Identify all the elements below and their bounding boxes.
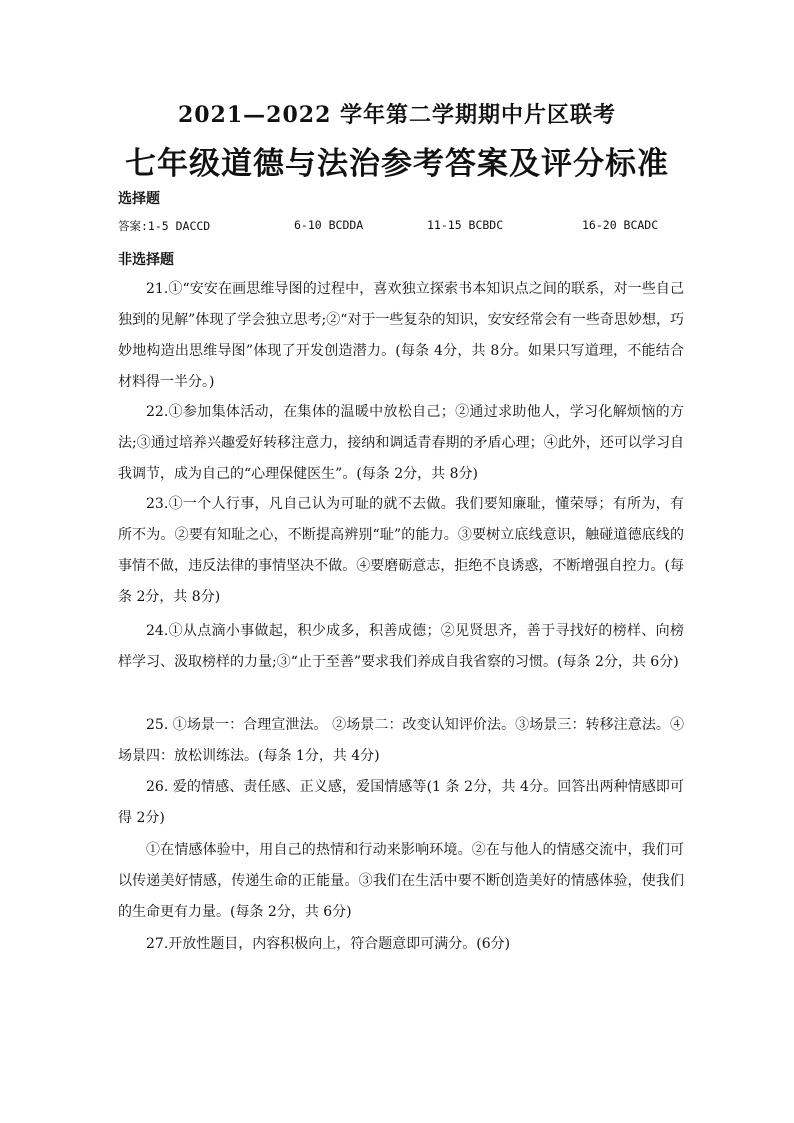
answer-21: 21.①“安安在画思维导图的过程中，喜欢独立探索书本知识点之间的联系，对一些自己独到的见解”体现了学会独立思考;②“对于一些复杂的知识，安安经常会有一些奇思妙想，巧妙地构造出思维导图”体现了开发创造潜力。(每条 4分，共 8分。如果只写道理，不能结合材料得一半分。) <box>118 281 684 390</box>
answer-26-part-1: 26. 爱的情感、责任感、正义感，爱国情感等(1 条 2分，共 4分。回答出两种情感即可得 2分) <box>118 779 684 826</box>
answer-25: 25. ①场景一：合理宣泄法。 ②场景二：改变认知评价法。③场景三：转移注意法。④场景四：放松训练法。(每条 1分，共 4分) <box>118 717 684 764</box>
answer-27: 27.开放性题目，内容积极向上，符合题意即可满分。(6分) <box>146 936 511 952</box>
multiple-choice-heading: 选择题 <box>118 191 160 207</box>
answer-24: 24.①从点滴小事做起，积少成多，积善成德；②见贤思齐，善于寻找好的榜样、向榜样学习、汲取榜样的力量;③“止于至善”要求我们养成自我省察的习惯。(每条 2分，共 6分) <box>118 623 684 670</box>
answer-26-part-2: ①在情感体验中，用自己的热情和行动来影响环境。②在与他人的情感交流中，我们可以传递美好情感，传递生命的正能量。③我们在生活中要不断创造美好的情感体验，使我们的生命更有力量。(每条 2分，共 6分) <box>118 842 684 920</box>
answers-1-5: 答案:1-5 DACCD <box>118 219 211 233</box>
answer-23: 23.①一个人行事，凡自己认为可耻的就不去做。我们要知廉耻，懂荣辱；有所为，有所不为。②要有知耻之心，不断提高辨别“耻”的能力。③要树立底线意识，触碰道德底线的事情不做，违反法律的事情坚决不做。④要磨砺意志，拒绝不良诱惑，不断增强自控力。(每条 2分，共 8分) <box>118 496 684 605</box>
non-multiple-choice-heading: 非选择题 <box>118 252 174 268</box>
answer-22: 22.①参加集体活动，在集体的温暖中放松自己；②通过求助他人，学习化解烦恼的方法;③通过培养兴趣爱好转移注意力，接纳和调适青春期的矛盾心理；④此外，还可以学习自我调节，成为自己的“心理保健医生”。(每条 2分，共 8分) <box>118 404 684 482</box>
document-title: 七年级道德与法治参考答案及评分标准 <box>125 146 669 182</box>
answers-11-15: 11-15 BCBDC <box>427 218 504 232</box>
answers-6-10: 6-10 BCDDA <box>294 218 364 232</box>
exam-title: 2021—2022 学年第二学期期中片区联考 <box>177 102 617 128</box>
answers-16-20: 16-20 BCADC <box>582 218 659 232</box>
multiple-choice-answers <box>118 218 678 238</box>
